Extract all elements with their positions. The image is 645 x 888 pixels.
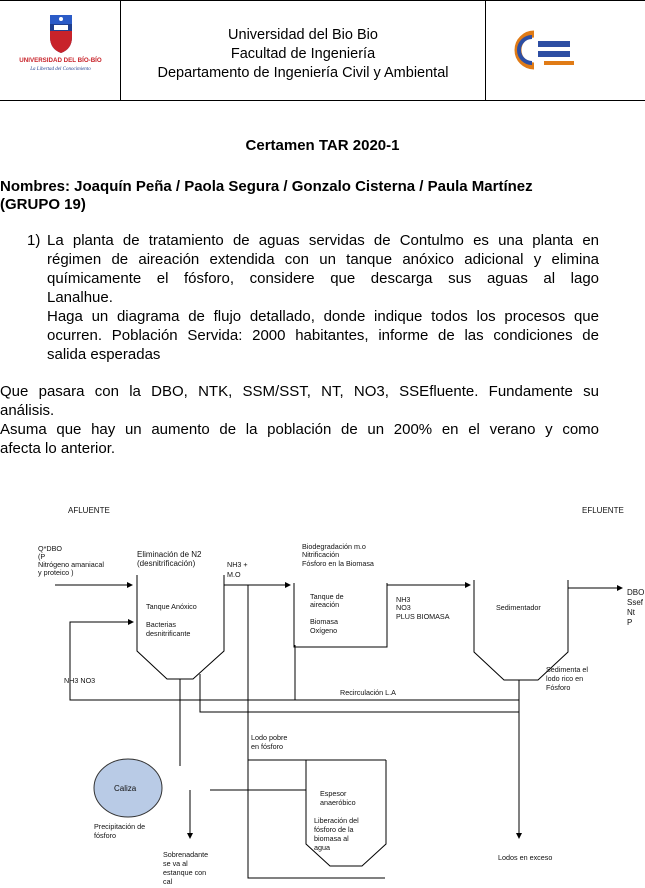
espesor-1: Espesor: [320, 789, 347, 798]
lodo-pobre-1: Lodo pobre: [251, 733, 288, 742]
inflow-line-3: Nitrógeno amaniacal: [38, 560, 104, 569]
sed-sludge-3: Fósforo: [546, 683, 571, 692]
lodos-exceso-label: Lodos en exceso: [498, 853, 553, 862]
q1-line-1: La planta de tratamiento de aguas servidas de Contulmo es una planta en: [47, 232, 599, 249]
afluente-label: AFLUENTE: [68, 506, 110, 515]
anoxic-bacteria-1: Bacterias: [146, 620, 176, 629]
university-logo: [0, 1, 121, 101]
header-table: [0, 0, 645, 101]
q1-line-2: régimen de aireación extendida con un tanque anóxico adicional y elimina: [47, 251, 599, 268]
shield-icon: [50, 15, 72, 53]
to-sed-1: NH3: [396, 595, 411, 604]
nh3mo-line-2: M.O: [227, 570, 241, 579]
student-names: [0, 178, 600, 214]
analysis-line-2: análisis.: [0, 402, 55, 419]
liberacion-4: agua: [314, 843, 330, 852]
to-sed-3: PLUS BIOMASA: [396, 612, 450, 621]
logo-name: UNIVERSIDAD DEL BÍO-BÍO: [19, 57, 102, 64]
logo-motto: La Libertad del Conocimiento: [30, 67, 91, 72]
aer-tank-2: aireación: [310, 600, 340, 609]
sobrenadante-2: se va al: [163, 859, 188, 868]
analysis-line-4: afecta lo anterior.: [0, 440, 116, 457]
liberacion-3: biomasa al: [314, 834, 349, 843]
aer-contents-1: Biomasa: [310, 617, 338, 626]
sobrenadante-4: cal: [163, 877, 173, 886]
question-number: 1): [27, 232, 41, 249]
university-logo-cell: [0, 1, 121, 100]
sed-sludge-1: Sedimenta el: [546, 665, 588, 674]
q1-line-7: salida esperadas: [47, 346, 161, 363]
faculty-logo-cell: [486, 1, 645, 100]
inflow-line-2: (P: [38, 552, 46, 561]
q1-line-5: Haga un diagrama de flujo detallado, donde indique todos los procesos que: [47, 308, 599, 325]
liberacion-2: fósforo de la: [314, 825, 354, 834]
faculty-name: Facultad de Ingeniería: [230, 46, 376, 62]
espesor-2: anaeróbico: [320, 798, 356, 807]
sed-sludge-2: lodo rico en: [546, 674, 584, 683]
anoxic-title-2: (desnitrificación): [137, 559, 196, 568]
liberacion-1: Liberación del: [314, 816, 359, 825]
out-2: Ssef: [627, 598, 644, 607]
bio-title-2: Nitrificación: [302, 550, 340, 559]
question-paragraph-1: [47, 231, 599, 364]
bio-title-3: Fósforo en la Biomasa: [302, 559, 374, 568]
out-3: Nt: [627, 608, 635, 617]
header-title-cell: [121, 1, 486, 100]
precip-2: fósforo: [94, 831, 116, 840]
precip-1: Precipitación de: [94, 822, 146, 831]
analysis-line-1: Que pasara con la DBO, NTK, SSM/SST, NT, NO3, SSEfluente. Fundamente su: [0, 383, 599, 400]
names-line-1: Nombres: Joaquín Peña / Paola Segura / Gonzalo Cisterna / Paula Martínez: [0, 178, 533, 195]
flow-diagram: [0, 495, 645, 888]
lodo-pobre-2: en fósforo: [251, 742, 283, 751]
sobrenadante-3: estanque con: [163, 868, 207, 877]
exam-title: Certamen TAR 2020-1: [245, 137, 400, 154]
nh3no3-label: NH3 NO3: [64, 676, 96, 685]
caliza-label: Caliza: [114, 784, 137, 793]
anoxic-title-1: Eliminación de N2: [137, 550, 202, 559]
to-sed-2: NO3: [396, 603, 411, 612]
inflow-line-4: y proteico ): [38, 568, 74, 577]
department-name: Departamento de Ingeniería Civil y Ambiental: [157, 65, 449, 81]
recirculacion-label: Recirculación L.A: [340, 688, 396, 697]
faculty-logo-icon: [486, 1, 645, 101]
q1-line-6: ocurren. Población Servida: 2000 habitantes, informe de las condiciones de: [47, 327, 599, 344]
inflow-line-1: Q*DBO: [38, 544, 62, 553]
names-line-2: (GRUPO 19): [0, 196, 86, 213]
nh3mo-line-1: NH3 +: [227, 560, 248, 569]
sobrenadante-1: Sobrenadante: [163, 850, 209, 859]
analysis-paragraph: [0, 382, 599, 458]
sedimentador-label: Sedimentador: [496, 603, 541, 612]
out-1: DBO: [627, 588, 645, 597]
efluente-label: EFLUENTE: [582, 506, 624, 515]
q1-line-4: Lanalhue.: [47, 289, 113, 306]
out-4: P: [627, 618, 633, 627]
analysis-line-3: Asuma que hay un aumento de la población de un 200% en el verano y como: [0, 421, 599, 438]
anoxic-tank-label: Tanque Anóxico: [146, 602, 197, 611]
university-name: Universidad del Bio Bio: [228, 27, 378, 43]
anoxic-bacteria-2: desnitrificante: [146, 629, 191, 638]
q1-line-3: químicamente el fósforo, considere que descarga sus aguas al lago: [47, 270, 599, 287]
aer-contents-2: Oxígeno: [310, 626, 338, 635]
bio-title-1: Biodegradación m.o: [302, 542, 366, 551]
aer-tank-1: Tanque de: [310, 592, 344, 601]
